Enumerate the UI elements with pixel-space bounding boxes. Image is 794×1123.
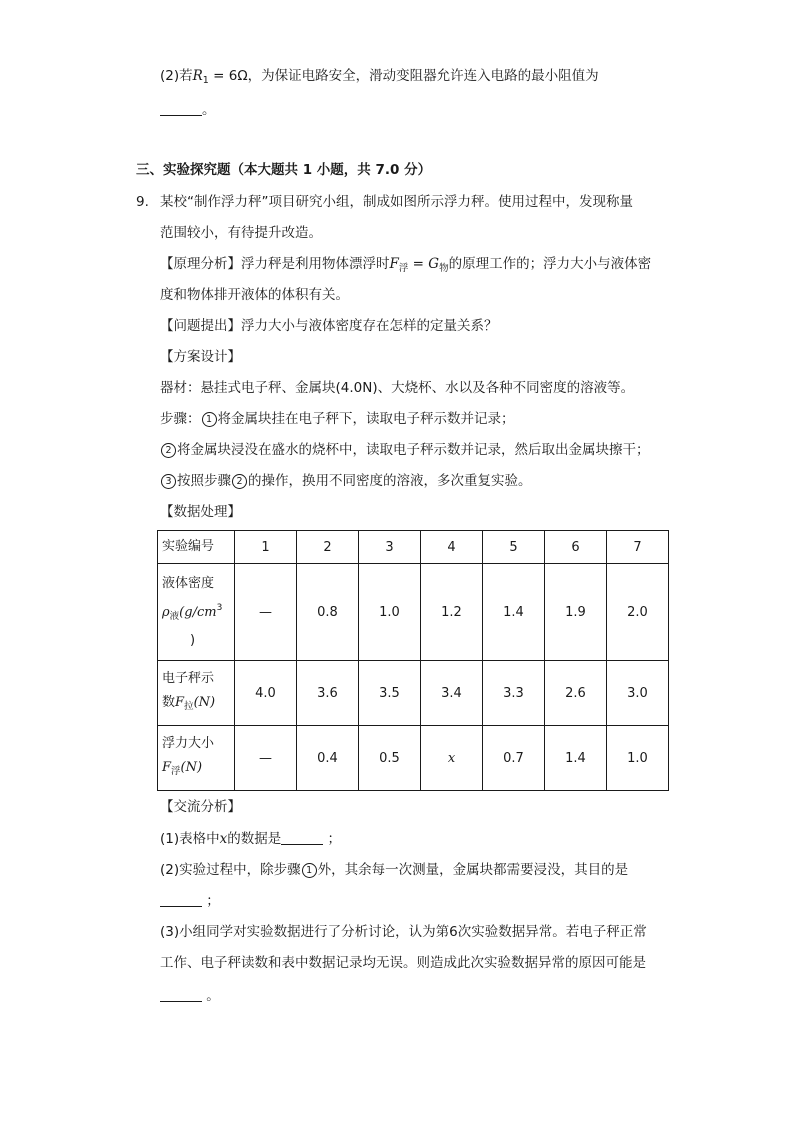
intro-line-2: 范围较小，有待提升改造。: [160, 225, 322, 241]
analysis-q1: [160, 829, 341, 849]
end-mark: 。: [202, 102, 216, 118]
rho-sub: 液: [169, 610, 180, 622]
scale-f-sub: 拉: [184, 701, 194, 712]
buoy-f-symbol: F: [162, 760, 172, 775]
rho-symbol: ρ: [162, 604, 170, 620]
table-row-buoyancy: [158, 726, 669, 791]
table-cell: 4: [421, 531, 483, 564]
question-raised: 【问题提出】浮力大小与液体密度存在怎样的定量关系？: [160, 318, 498, 334]
g-sub: 物: [439, 263, 449, 274]
steps-label: 步骤：: [160, 411, 201, 427]
density-symbol-line: [162, 596, 234, 629]
row-label-experiment-number: 实验编号: [158, 531, 235, 564]
data-header: 【数据处理】: [160, 504, 241, 520]
a2-text-b: 外，其余每一次测量，金属块都需要浸没，其目的是: [317, 862, 629, 878]
density-unit: (g/cm: [179, 604, 217, 620]
a1-end: ；: [323, 831, 342, 847]
scale-label-text: 电子秤示: [162, 671, 215, 686]
buoy-symbol-line: [162, 756, 234, 784]
density-label-text: 液体密度: [162, 575, 215, 591]
a3-text-a: (3)小组同学对实验数据进行了分析讨论，认为第: [160, 924, 450, 940]
table-cell: 1.0: [607, 726, 669, 791]
step-1-text: 将金属块挂在电子秤下，读取电子秤示数并记录；: [217, 411, 515, 427]
scale-f-symbol: F: [175, 695, 185, 710]
table-cell-unknown-x: x: [421, 726, 483, 791]
density-unit-sup: 3: [216, 602, 223, 613]
table-row-experiment-number: [158, 531, 669, 564]
a3-text-b: 次实验数据异常。若电子秤正常: [457, 924, 647, 940]
table-cell: 3.6: [297, 661, 359, 726]
row-label-buoyancy: [158, 726, 235, 791]
table-cell: 0.4: [297, 726, 359, 791]
a2-end: ；: [202, 893, 220, 909]
a2-text-a: (2)实验过程中，除步骤: [160, 862, 301, 878]
buoy-f-sub: 浮: [171, 766, 181, 777]
analysis-q2: [160, 860, 628, 880]
r1-symbol: R: [192, 68, 203, 84]
table-cell: 0.8: [297, 564, 359, 661]
f-sub: 浮: [398, 263, 409, 274]
analysis-q3-line-2: 工作、电子秤读数和表中数据记录均无误。则造成此次实验数据异常的原因可能是: [160, 955, 646, 971]
scale-symbol-line: [162, 691, 234, 719]
answer-blank[interactable]: [281, 830, 323, 845]
scale-label-prefix: 数: [162, 695, 176, 710]
row-label-density: [158, 564, 235, 661]
table-cell: 1: [235, 531, 297, 564]
answer-blank[interactable]: [160, 892, 202, 907]
materials: 器材：悬挂式电子秤、金属块(4.0N)、大烧杯、水以及各种不同密度的溶液等。: [160, 380, 635, 396]
r1-sub: 1: [202, 75, 209, 86]
principle-a: 【原理分析】浮力秤是利用物体漂浮时: [160, 256, 390, 272]
table-cell: 2.6: [545, 661, 607, 726]
step-1: [160, 409, 515, 429]
table-cell: —: [235, 726, 297, 791]
principle-line-2: 度和物体排开液体的体积有关。: [160, 287, 349, 303]
step-1-marker: 1: [202, 412, 217, 427]
part2-text: ，为保证电路安全，滑动变阻器允许连入电路的最小阻值为: [247, 68, 599, 84]
step-2-marker: 2: [161, 443, 176, 458]
analysis-q3-answer: [160, 986, 220, 1006]
table-cell: 3.3: [483, 661, 545, 726]
table-cell: 3.5: [359, 661, 421, 726]
table-cell: 5: [483, 531, 545, 564]
table-cell: 2: [297, 531, 359, 564]
prev-answer-line: [160, 100, 216, 120]
section-title: 三、实验探究题（本大题共 1 小题，共 7.0 分）: [136, 162, 432, 178]
part2-label: (2)若: [160, 68, 193, 84]
table-cell: —: [235, 564, 297, 661]
question-number: 9.: [136, 194, 149, 210]
row-label-scale-reading: [158, 661, 235, 726]
table-cell: 6: [545, 531, 607, 564]
table-cell: 4.0: [235, 661, 297, 726]
buoy-label-text: 浮力大小: [162, 736, 215, 751]
table-cell: 3.4: [421, 661, 483, 726]
table-cell: 1.9: [545, 564, 607, 661]
a3-end: 。: [202, 988, 220, 1004]
table-cell: 2.0: [607, 564, 669, 661]
r1-value: = 6Ω: [208, 68, 248, 84]
table-cell: 1.4: [483, 564, 545, 661]
principle-line-1: [160, 254, 651, 279]
prev-question-part2: [160, 66, 599, 91]
table-cell: 1.2: [421, 564, 483, 661]
equals: =: [408, 256, 429, 272]
analysis-header: 【交流分析】: [160, 799, 241, 815]
table-cell: 1.0: [359, 564, 421, 661]
a1-x: x: [219, 831, 228, 847]
f-symbol: F: [389, 256, 399, 272]
data-table: [157, 530, 669, 791]
table-row-density: [158, 564, 669, 661]
step-3-text-b: 的操作，换用不同密度的溶液，多次重复实验。: [248, 473, 532, 489]
scale-unit: (N): [193, 695, 216, 710]
step-3-ref-marker: 2: [232, 474, 247, 489]
step-2-text: 将金属块浸没在盛水的烧杯中，读取电子秤示数并记录，然后取出金属块擦干；: [177, 442, 650, 458]
a2-step-marker: 1: [302, 863, 317, 878]
principle-b: 的原理工作的；浮力大小与液体密: [448, 256, 652, 272]
a3-number: 6: [449, 924, 458, 940]
table-cell: 3: [359, 531, 421, 564]
table-cell: 3.0: [607, 661, 669, 726]
step-2: [160, 440, 650, 460]
intro-line-1: 某校“制作浮力秤”项目研究小组，制成如图所示浮力秤。使用过程中，发现称量: [160, 194, 633, 210]
analysis-q2-answer: [160, 891, 220, 911]
table-cell: 0.7: [483, 726, 545, 791]
analysis-q3-line-1: [160, 922, 647, 942]
table-cell: 0.5: [359, 726, 421, 791]
answer-blank[interactable]: [160, 101, 202, 116]
g-symbol: G: [428, 256, 440, 272]
table-cell: 7: [607, 531, 669, 564]
a1-text-b: 的数据是: [227, 831, 282, 847]
step-3-marker: 3: [161, 474, 176, 489]
table-row-scale-reading: [158, 661, 669, 726]
step-3: [160, 471, 532, 491]
design-header: 【方案设计】: [160, 349, 241, 365]
buoy-unit: (N): [180, 760, 203, 775]
table-cell: 1.4: [545, 726, 607, 791]
step-3-text-a: 按照步骤: [177, 473, 231, 489]
density-close-paren: ): [190, 632, 196, 648]
a1-text-a: (1)表格中: [160, 831, 220, 847]
answer-blank[interactable]: [160, 987, 202, 1002]
